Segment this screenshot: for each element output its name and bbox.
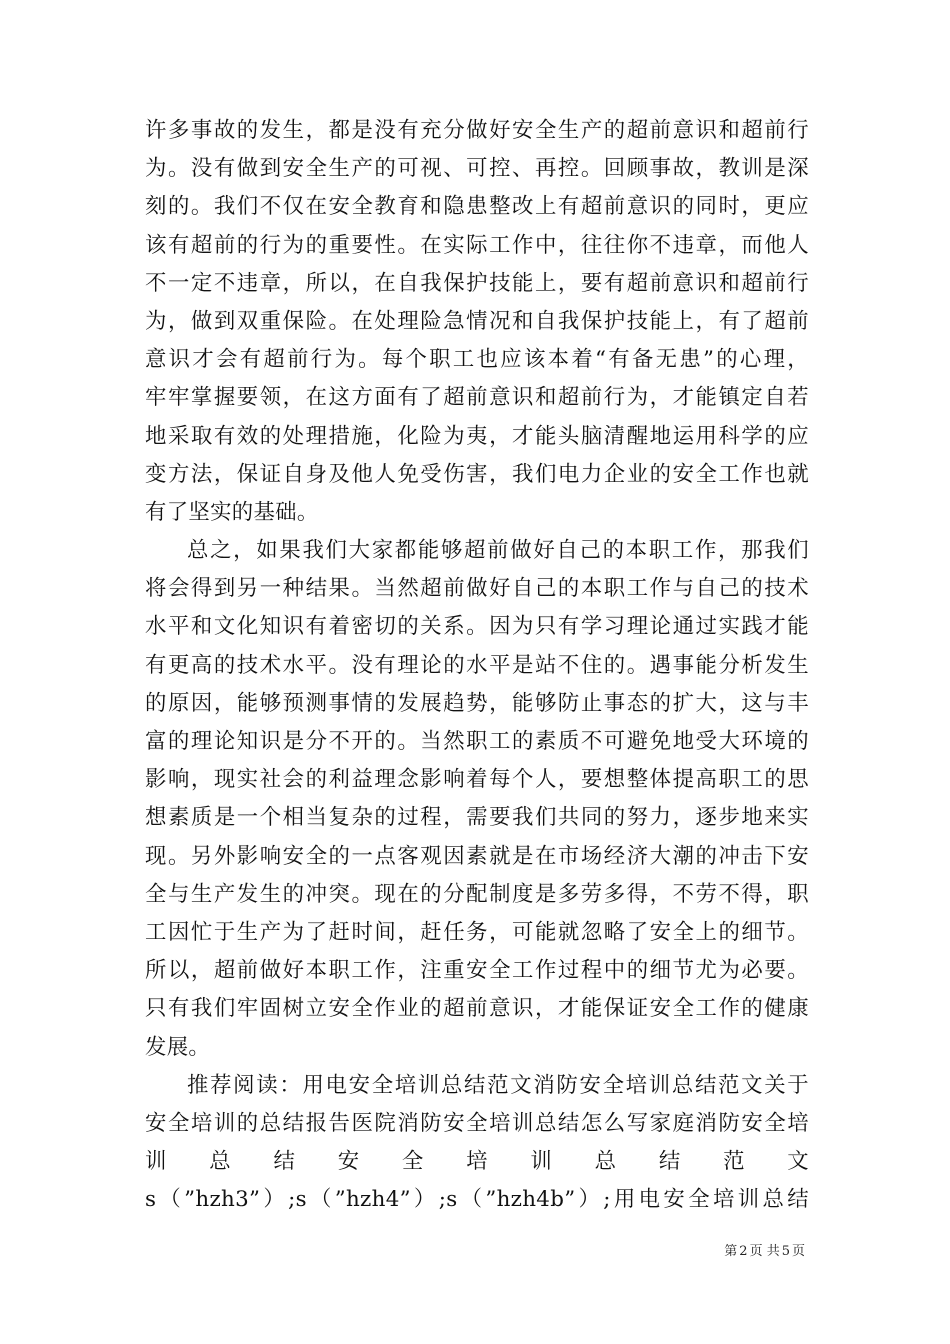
text-line: 现。另外影响安全的一点客观因素就是在市场经济大潮的冲击下安 — [145, 843, 809, 869]
text-line: s（”hzh3”）;s（”hzh4”）;s（”hzh4b”）;用电安全培训总结 — [145, 1187, 809, 1213]
text-line: 的原因，能够预测事情的发展趋势，能够防止事态的扩大，这与丰 — [145, 690, 809, 716]
current-page-number: 2 — [739, 1244, 748, 1259]
text-line: 为。没有做到安全生产的可视、可控、再控。回顾事故，教训是深 — [145, 156, 809, 182]
total-pages-number: 5 — [781, 1244, 790, 1259]
text-line: 有更高的技术水平。没有理论的水平是站不住的。遇事能分析发生 — [145, 652, 809, 678]
text-line: 牢牢掌握要领，在这方面有了超前意识和超前行为，才能镇定自若 — [145, 385, 809, 411]
text-line: 只有我们牢固树立安全作业的超前意识，才能保证安全工作的健康 — [145, 996, 809, 1022]
text-line: 影响，现实社会的利益理念影响着每个人，要想整体提高职工的思 — [145, 767, 809, 793]
footer-suffix: 页 — [791, 1244, 805, 1259]
text-line: 水平和文化知识有着密切的关系。因为只有学习理论通过实践才能 — [145, 614, 809, 640]
text-line: 许多事故的发生，都是没有充分做好安全生产的超前意识和超前行 — [145, 118, 809, 143]
text-line: 有了坚实的基础。 — [145, 499, 319, 525]
text-line: 意识才会有超前行为。每个职工也应该本着“有备无患”的心理， — [145, 347, 809, 373]
text-line: 总之，如果我们大家都能够超前做好自己的本职工作，那我们 — [187, 538, 809, 564]
text-line: 训 总 结 安 全 培 训 总 结 范 文 — [145, 1149, 809, 1175]
text-line: 变方法，保证自身及他人免受伤害，我们电力企业的安全工作也就 — [145, 461, 809, 487]
text-line: 安全培训的总结报告医院消防安全培训总结怎么写家庭消防安全培 — [145, 1110, 809, 1136]
text-line: 不一定不违章，所以，在自我保护技能上，要有超前意识和超前行 — [145, 270, 809, 296]
text-line: 刻的。我们不仅在安全教育和隐患整改上有超前意识的同时，更应 — [145, 194, 809, 220]
text-line: 富的理论知识是分不开的。当然职工的素质不可避免地受大环境的 — [145, 729, 809, 754]
text-line: 工因忙于生产为了赶时间，赶任务，可能就忽略了安全上的细节。 — [145, 919, 809, 945]
text-line: 推荐阅读：用电安全培训总结范文消防安全培训总结范文关于 — [187, 1072, 809, 1098]
text-line: 该有超前的行为的重要性。在实际工作中，往往你不违章，而他人 — [145, 232, 809, 258]
text-line: 发展。 — [145, 1034, 211, 1060]
text-line: 为，做到双重保险。在处理险急情况和自我保护技能上，有了超前 — [145, 308, 809, 334]
text-line: 全与生产发生的冲突。现在的分配制度是多劳多得，不劳不得，职 — [145, 881, 809, 907]
footer-middle: 页 共 — [749, 1244, 780, 1259]
page-footer — [723, 1240, 806, 1259]
body-text — [145, 112, 809, 1219]
text-line: 所以，超前做好本职工作，注重安全工作过程中的细节尤为必要。 — [145, 958, 809, 984]
text-line: 想素质是一个相当复杂的过程，需要我们共同的努力，逐步地来实 — [145, 805, 809, 831]
footer-prefix: 第 — [724, 1244, 738, 1259]
text-line: 将会得到另一种结果。当然超前做好自己的本职工作与自己的技术 — [145, 576, 809, 602]
text-line: 地采取有效的处理措施，化险为夷，才能头脑清醒地运用科学的应 — [145, 423, 809, 449]
